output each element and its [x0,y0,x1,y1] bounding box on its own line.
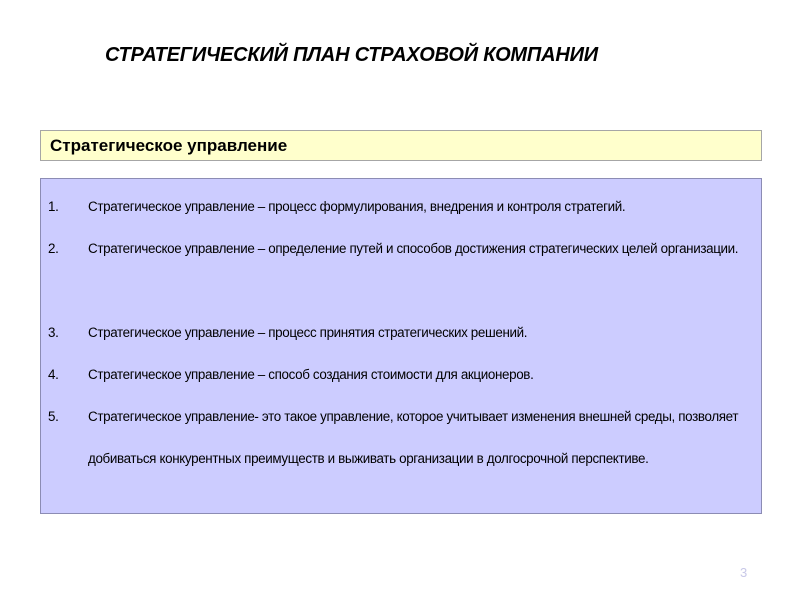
definitions-list [40,178,762,514]
list-item-text: Стратегическое управление – процесс принятия стратегических решений. [88,325,528,340]
section-header-label: Стратегическое управление [50,136,288,155]
list-item-text: Стратегическое управление- это такое управление, которое учитывает изменения внешней среды, позволяет добиваться конкурентных преимуществ и выживать организации в долгосрочной перспективе. [88,409,739,466]
list-item-text: Стратегическое управление – определение путей и способов достижения стратегических целей организации. [88,241,739,256]
slide-title: СТРАТЕГИЧЕСКИЙ ПЛАН СТРАХОВОЙ КОМПАНИИ [105,44,598,66]
section-header [40,130,762,161]
list-item-number: 4. [48,367,59,382]
page-number: 3 [740,565,748,580]
list-item-number: 1. [48,199,59,214]
list-item-number: 2. [48,241,59,256]
list-item-text: Стратегическое управление – способ создания стоимости для акционеров. [88,367,534,382]
list-item-number: 5. [48,409,59,424]
list-item-number: 3. [48,325,59,340]
list-item-text: Стратегическое управление – процесс формулирования, внедрения и контроля стратегий. [88,199,626,214]
